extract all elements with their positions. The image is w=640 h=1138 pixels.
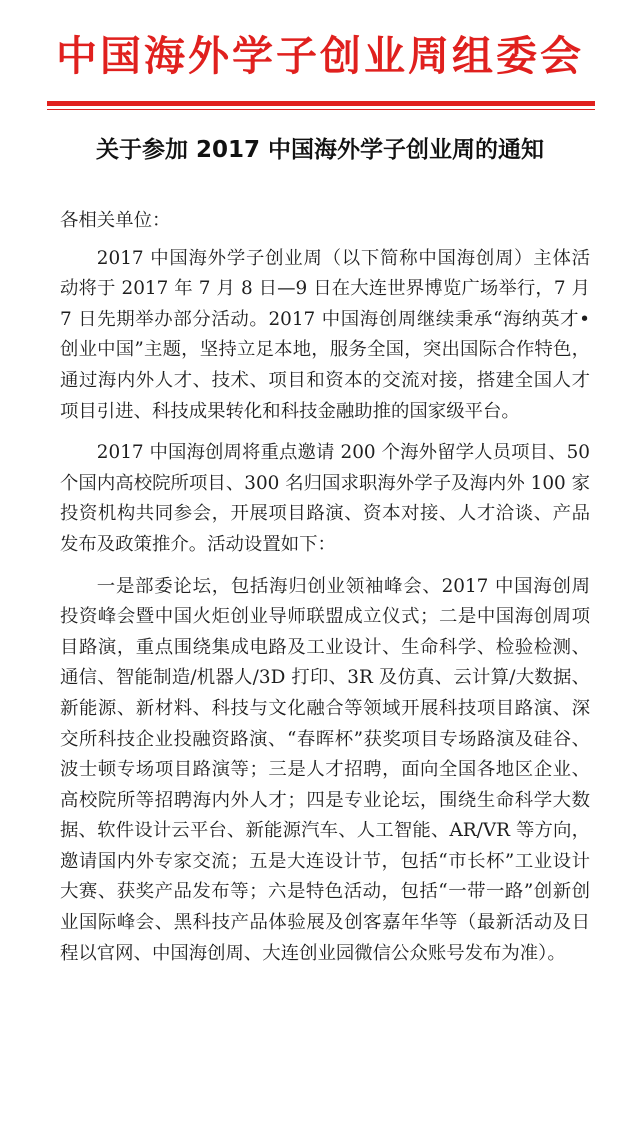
header-rule-thick: [47, 101, 595, 106]
body-paragraph-2: 2017 中国海创周将重点邀请 200 个海外留学人员项目、50 个国内高校院所项目、300 名归国求职海外学子及海内外 100 家投资机构共同参会，开展项目路演、资本对接、人才洽谈、产品发布及政策推介。活动设置如下：: [60, 442, 590, 555]
salutation: 各相关单位：: [60, 210, 171, 231]
notice-title: 关于参加 2017 中国海外学子创业周的通知: [95, 137, 545, 163]
body-paragraph-1: 2017 中国海外学子创业周（以下简称中国海创周）主体活动将于 2017 年 7 月 8 日—9 日在大连世界博览广场举行，7 月 7 日先期举办部分活动。2017 中国海创周继续秉承“海纳英才•创业中国”主题，坚持立足本地，服务全国，突出国际合作特色，通过海内外人才、技术、项目和资本的交流对接，搭建全国人才项目引进、科技成果转化和科技金融助推的国家级平台。: [60, 247, 590, 422]
body-paragraph-3: 一是部委论坛，包括海归创业领袖峰会、2017 中国海创周投资峰会暨中国火炬创业导师联盟成立仪式；二是中国海创周项目路演，重点围绕集成电路及工业设计、生命科学、检验检测、通信、智能制造/机器人/3D 打印、3R 及仿真、云计算/大数据、新能源、新材料、科技与文化融合等领域开展科技项目路演、深交所科技企业投融资路演、“春晖杯”获奖项目专场路演及硅谷、波士顿专场项目路演等；三是人才招聘，面向全国各地区企业、高校院所等招聘海内外人才；四是专业论坛，围绕生命科学大数据、软件设计云平台、新能源汽车、人工智能、AR/VR 等方向，邀请国内外专家交流；五是大连设计节，包括“市长杯”工业设计大赛、获奖产品发布等；六是特色活动，包括“一带一路”创新创业国际峰会、黑科技产品体验展及创客嘉年华等（最新活动及日程以官网、中国海创周、大连创业园微信公众账号发布为准）。: [60, 575, 590, 964]
notice-body: [60, 206, 590, 969]
header-rule-thin: [47, 109, 595, 110]
organization-header: 中国海外学子创业周组委会: [56, 32, 584, 80]
